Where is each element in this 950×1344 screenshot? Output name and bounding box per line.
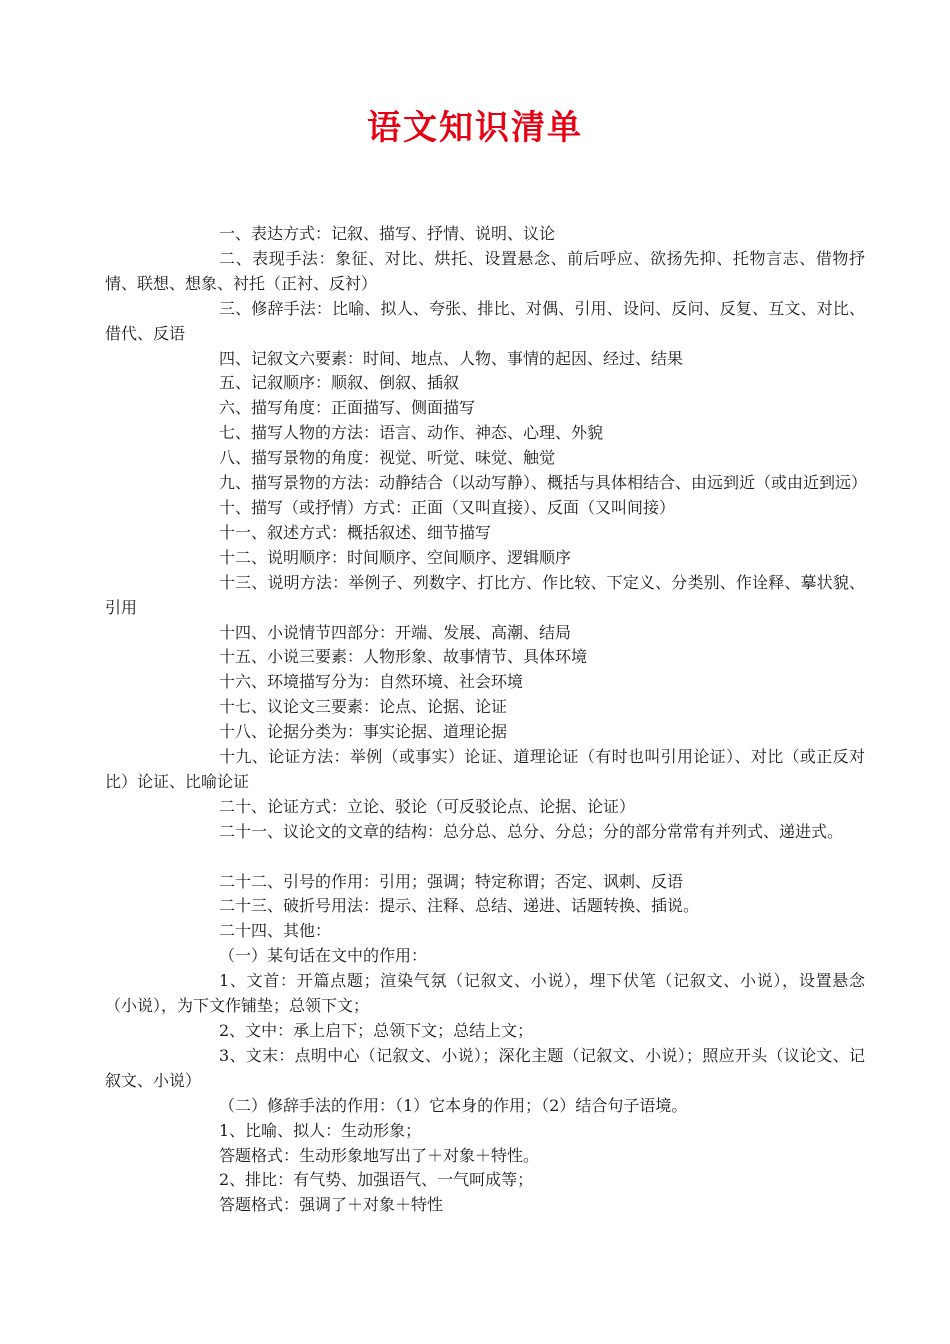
paragraph: 1、比喻、拟人：生动形象；	[219, 1120, 422, 1140]
paragraph: 3、文末：点明中心（记叙文、小说）；深化主题（记叙文、小说）；照应开头（议论文、记叙文、小说）	[105, 1045, 865, 1090]
paragraph: 十二、说明顺序：时间顺序、空间顺序、逻辑顺序	[219, 547, 572, 567]
paragraph: 二十二、引号的作用：引用；强调；特定称谓；否定、讽刺、反语	[219, 871, 684, 891]
paragraph: （二）修辞手法的作用：（1）它本身的作用；（2）结合句子语境。	[219, 1095, 688, 1115]
paragraph: 七、描写人物的方法：语言、动作、神态、心理、外貌	[219, 423, 604, 443]
paragraph: 十一、叙述方式：概括叙述、细节描写	[219, 522, 492, 542]
paragraph: 2、文中：承上启下；总领下文；总结上文；	[219, 1020, 534, 1040]
document-title: 语文知识清单	[367, 108, 583, 148]
paragraph: 十七、议论文三要素：论点、论据、论证	[219, 697, 508, 717]
paragraph: 十九、论证方法：举例（或事实）论证、道理论证（有时也叫引用论证）、对比（或正反对比）论证、比喻论证	[105, 747, 865, 791]
paragraph: 2、排比：有气势、加强语气、一气呵成等；	[219, 1170, 534, 1190]
blank-line	[105, 845, 865, 870]
paragraph: 十八、论据分类为：事实论据、道理论据	[219, 722, 508, 742]
paragraph: 十四、小说情节四部分：开端、发展、高潮、结局	[219, 622, 572, 642]
paragraph: 答题格式：强调了＋对象＋特性	[219, 1195, 444, 1215]
paragraph: 八、描写景物的角度：视觉、听觉、味觉、触觉	[219, 448, 556, 468]
paragraph: 二十一、议论文的文章的结构：总分总、总分、分总；分的部分常常有并列式、递进式。	[219, 821, 844, 841]
paragraph: 二十三、破折号用法：提示、注释、总结、递进、话题转换、插说。	[219, 896, 700, 916]
paragraph: 五、记叙顺序：顺叙、倒叙、插叙	[219, 373, 460, 393]
paragraph: 三、修辞手法：比喻、拟人、夸张、排比、对偶、引用、设问、反问、反复、互文、对比、借代、反语	[105, 298, 865, 343]
document-body	[105, 222, 868, 1218]
paragraph: 四、记叙文六要素：时间、地点、人物、事情的起因、经过、结果	[219, 348, 684, 368]
paragraph: 答题格式：生动形象地写出了＋对象＋特性。	[219, 1145, 540, 1165]
paragraph: 六、描写角度：正面描写、侧面描写	[219, 398, 476, 418]
paragraph: 一、表达方式：记叙、描写、抒情、说明、议论	[219, 224, 556, 243]
paragraph: 二十四、其他：	[219, 921, 332, 941]
paragraph: 十五、小说三要素：人物形象、故事情节、具体环境	[219, 647, 588, 667]
paragraph: 九、描写景物的方法：动静结合（以动写静）、概括与具体相结合、由远到近（或由近到远）	[219, 473, 868, 493]
paragraph: （一）某句话在文中的作用：	[219, 946, 428, 966]
paragraph: 十六、环境描写分为：自然环境、社会环境	[219, 672, 524, 692]
paragraph: 二、表现手法：象征、对比、烘托、设置悬念、前后呼应、欲扬先抑、托物言志、借物抒情、联想、想象、衬托（正衬、反衬）	[105, 248, 865, 293]
paragraph: 十三、说明方法：举例子、列数字、打比方、作比较、下定义、分类别、作诠释、摹状貌、引用	[105, 572, 865, 617]
paragraph: 二十、论证方式：立论、驳论（可反驳论点、论据、论证）	[219, 796, 636, 816]
paragraph: 十、描写（或抒情）方式：正面（又叫直接）、反面（又叫间接）	[219, 497, 676, 517]
paragraph: 1、文首：开篇点题；渲染气氛（记叙文、小说），埋下伏笔（记叙文、小说），设置悬念（小说），为下文作铺垫；总领下文；	[105, 971, 865, 1016]
